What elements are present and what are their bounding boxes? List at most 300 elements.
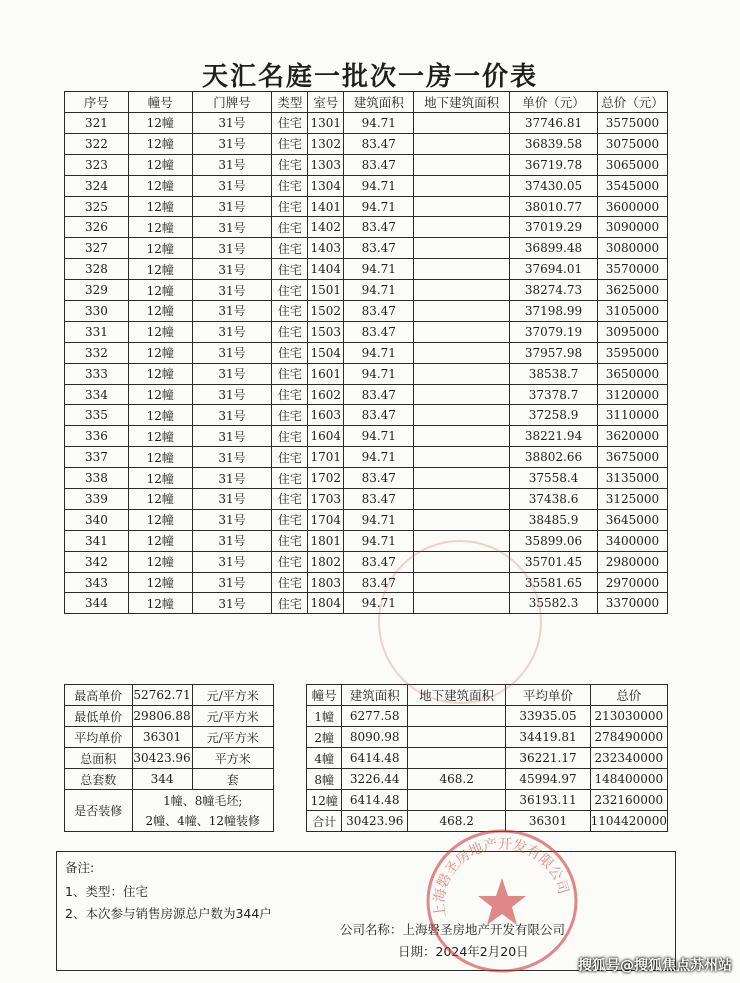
column-header: 类型 xyxy=(272,92,308,113)
table-cell xyxy=(407,727,505,748)
table-cell: 8090.98 xyxy=(342,727,407,748)
seal-text: 上海磐圣房地产开发有限公司 xyxy=(431,836,572,919)
seal-star-icon xyxy=(478,878,526,925)
issue-date: 日期：2024年2月20日 xyxy=(398,944,529,959)
table-cell: 37378.7 xyxy=(510,384,598,405)
table-cell: 住宅 xyxy=(272,572,308,593)
table-cell: 94.71 xyxy=(344,363,414,384)
summary-value: 30423.96 xyxy=(132,748,192,769)
table-cell: 1幢 xyxy=(307,706,342,727)
table-cell: 住宅 xyxy=(272,384,308,405)
table-cell: 468.2 xyxy=(407,769,505,790)
table-cell: 1804 xyxy=(308,593,344,614)
table-cell: 31号 xyxy=(192,530,272,551)
table-cell: 1801 xyxy=(308,530,344,551)
table-cell: 1302 xyxy=(308,133,344,154)
table-cell: 3645000 xyxy=(597,509,667,530)
table-cell: 36221.17 xyxy=(506,748,590,769)
column-header: 室号 xyxy=(308,92,344,113)
column-header: 建筑面积 xyxy=(344,92,414,113)
table-cell: 3545000 xyxy=(597,175,667,196)
table-cell: 94.71 xyxy=(344,196,414,217)
table-cell: 住宅 xyxy=(272,175,308,196)
table-row xyxy=(65,133,668,154)
table-cell: 339 xyxy=(65,489,129,510)
table-cell: 12幢 xyxy=(128,426,192,447)
table-cell: 326 xyxy=(65,217,129,238)
table-cell: 31号 xyxy=(192,405,272,426)
table-cell: 213030000 xyxy=(590,706,667,727)
table-cell: 12幢 xyxy=(128,363,192,384)
building-row xyxy=(307,748,668,769)
table-cell: 6414.48 xyxy=(342,748,407,769)
table-cell: 30423.96 xyxy=(342,811,407,832)
table-cell: 83.47 xyxy=(344,384,414,405)
table-cell: 31号 xyxy=(192,238,272,259)
table-cell: 334 xyxy=(65,384,129,405)
table-cell: 12幢 xyxy=(128,133,192,154)
summary-value: 344 xyxy=(132,769,192,790)
table-cell: 1404 xyxy=(308,259,344,280)
table-cell: 1704 xyxy=(308,509,344,530)
table-cell: 住宅 xyxy=(272,468,308,489)
column-header: 地下建筑面积 xyxy=(407,685,505,706)
table-cell xyxy=(407,748,505,769)
table-cell: 83.47 xyxy=(344,405,414,426)
table-cell: 3125000 xyxy=(597,489,667,510)
decoration-label: 是否装修 xyxy=(65,790,133,832)
watermark: 搜狐号@搜狐焦点苏州站 xyxy=(578,958,732,974)
table-cell: 1401 xyxy=(308,196,344,217)
table-cell: 325 xyxy=(65,196,129,217)
table-cell: 12幢 xyxy=(128,489,192,510)
table-cell: 278490000 xyxy=(590,727,667,748)
table-cell: 321 xyxy=(65,113,129,134)
table-cell: 94.71 xyxy=(344,447,414,468)
summary-label: 平均单价 xyxy=(65,727,133,748)
table-row xyxy=(65,301,668,322)
table-row xyxy=(65,175,668,196)
table-cell: 住宅 xyxy=(272,133,308,154)
table-cell: 12幢 xyxy=(128,301,192,322)
company-seal-faint xyxy=(378,540,542,704)
table-cell: 12幢 xyxy=(128,321,192,342)
table-cell: 1104420000 xyxy=(590,811,667,832)
table-cell: 2980000 xyxy=(597,551,667,572)
table-cell: 94.71 xyxy=(344,259,414,280)
table-cell: 12幢 xyxy=(128,384,192,405)
table-row xyxy=(65,530,668,551)
table-cell: 3226.44 xyxy=(342,769,407,790)
table-row xyxy=(65,593,668,614)
table-cell: 232160000 xyxy=(590,790,667,811)
table-cell xyxy=(414,301,510,322)
table-row xyxy=(65,280,668,301)
table-cell: 31号 xyxy=(192,259,272,280)
table-cell: 35701.45 xyxy=(510,551,598,572)
table-cell: 31号 xyxy=(192,175,272,196)
table-cell: 37019.29 xyxy=(510,217,598,238)
table-cell: 住宅 xyxy=(272,489,308,510)
column-header: 序号 xyxy=(65,92,129,113)
table-cell xyxy=(414,321,510,342)
table-cell: 12幢 xyxy=(128,196,192,217)
table-cell: 338 xyxy=(65,468,129,489)
table-cell: 38010.77 xyxy=(510,196,598,217)
building-row xyxy=(307,790,668,811)
table-cell: 12幢 xyxy=(128,530,192,551)
table-cell: 住宅 xyxy=(272,447,308,468)
table-cell: 3650000 xyxy=(597,363,667,384)
building-row xyxy=(307,706,668,727)
summary-row xyxy=(65,685,274,706)
table-cell: 1504 xyxy=(308,342,344,363)
table-cell: 1402 xyxy=(308,217,344,238)
table-cell: 327 xyxy=(65,238,129,259)
table-cell: 83.47 xyxy=(344,489,414,510)
table-cell: 12幢 xyxy=(128,175,192,196)
table-cell: 1601 xyxy=(308,363,344,384)
table-cell xyxy=(414,363,510,384)
table-cell: 31号 xyxy=(192,301,272,322)
summary-stats-table xyxy=(64,684,274,832)
summary-unit: 元/平方米 xyxy=(192,685,273,706)
table-cell: 94.71 xyxy=(344,342,414,363)
table-cell: 住宅 xyxy=(272,342,308,363)
table-cell: 住宅 xyxy=(272,551,308,572)
summary-row xyxy=(65,727,274,748)
table-cell: 1303 xyxy=(308,154,344,175)
table-cell: 94.71 xyxy=(344,530,414,551)
table-cell: 31号 xyxy=(192,217,272,238)
table-cell: 1304 xyxy=(308,175,344,196)
table-cell: 31号 xyxy=(192,384,272,405)
table-cell: 34419.81 xyxy=(506,727,590,748)
table-cell: 36301 xyxy=(506,811,590,832)
table-cell: 31号 xyxy=(192,593,272,614)
table-cell: 1301 xyxy=(308,113,344,134)
table-cell: 6414.48 xyxy=(342,790,407,811)
table-cell: 333 xyxy=(65,363,129,384)
column-header: 总价 xyxy=(590,685,667,706)
table-row xyxy=(65,196,668,217)
table-cell: 住宅 xyxy=(272,405,308,426)
table-cell: 12幢 xyxy=(128,593,192,614)
table-cell: 336 xyxy=(65,426,129,447)
table-cell: 12幢 xyxy=(128,217,192,238)
table-header-row xyxy=(65,92,668,113)
table-cell: 332 xyxy=(65,342,129,363)
table-cell: 住宅 xyxy=(272,593,308,614)
table-cell: 12幢 xyxy=(128,468,192,489)
table-row xyxy=(65,238,668,259)
table-cell: 12幢 xyxy=(128,509,192,530)
table-cell: 3570000 xyxy=(597,259,667,280)
table-cell: 6277.58 xyxy=(342,706,407,727)
table-cell: 住宅 xyxy=(272,363,308,384)
table-cell: 12幢 xyxy=(128,113,192,134)
building-row xyxy=(307,769,668,790)
table-cell: 3575000 xyxy=(597,113,667,134)
table-cell: 328 xyxy=(65,259,129,280)
table-cell: 3095000 xyxy=(597,321,667,342)
table-cell: 1604 xyxy=(308,426,344,447)
table-cell: 83.47 xyxy=(344,572,414,593)
table-cell: 94.71 xyxy=(344,280,414,301)
summary-value: 29806.88 xyxy=(132,706,192,727)
table-cell: 住宅 xyxy=(272,509,308,530)
table-cell: 住宅 xyxy=(272,321,308,342)
table-cell: 94.71 xyxy=(344,175,414,196)
table-cell: 3080000 xyxy=(597,238,667,259)
table-cell xyxy=(414,342,510,363)
table-cell: 31号 xyxy=(192,321,272,342)
table-cell: 35582.3 xyxy=(510,593,598,614)
table-cell: 12幢 xyxy=(307,790,342,811)
table-cell: 36839.58 xyxy=(510,133,598,154)
building-summary-table xyxy=(306,684,668,832)
table-cell: 148400000 xyxy=(590,769,667,790)
table-cell: 3620000 xyxy=(597,426,667,447)
table-cell: 31号 xyxy=(192,113,272,134)
table-cell: 31号 xyxy=(192,447,272,468)
table-cell xyxy=(414,196,510,217)
table-cell: 3600000 xyxy=(597,196,667,217)
table-cell xyxy=(414,489,510,510)
table-cell: 住宅 xyxy=(272,426,308,447)
table-cell: 12幢 xyxy=(128,572,192,593)
table-cell: 343 xyxy=(65,572,129,593)
table-row xyxy=(65,384,668,405)
table-cell: 3110000 xyxy=(597,405,667,426)
table-cell: 324 xyxy=(65,175,129,196)
table-cell: 83.47 xyxy=(344,301,414,322)
table-cell: 1603 xyxy=(308,405,344,426)
table-cell: 12幢 xyxy=(128,551,192,572)
table-cell: 1702 xyxy=(308,468,344,489)
table-cell: 38221.94 xyxy=(510,426,598,447)
table-row xyxy=(65,489,668,510)
decoration-row xyxy=(65,790,274,832)
table-row xyxy=(65,342,668,363)
table-cell: 1403 xyxy=(308,238,344,259)
table-cell: 33935.05 xyxy=(506,706,590,727)
table-row xyxy=(65,468,668,489)
table-cell: 1701 xyxy=(308,447,344,468)
column-header: 门牌号 xyxy=(192,92,272,113)
table-cell: 45994.97 xyxy=(506,769,590,790)
table-cell: 37430.05 xyxy=(510,175,598,196)
company-seal xyxy=(422,826,582,976)
table-cell: 31号 xyxy=(192,342,272,363)
table-row xyxy=(65,509,668,530)
table-cell: 1602 xyxy=(308,384,344,405)
table-cell: 3135000 xyxy=(597,468,667,489)
table-cell: 329 xyxy=(65,280,129,301)
table-cell: 31号 xyxy=(192,551,272,572)
table-cell: 1502 xyxy=(308,301,344,322)
table-cell xyxy=(414,468,510,489)
table-cell: 83.47 xyxy=(344,154,414,175)
table-row xyxy=(65,217,668,238)
table-cell: 83.47 xyxy=(344,551,414,572)
table-cell: 住宅 xyxy=(272,301,308,322)
table-row xyxy=(65,259,668,280)
summary-value: 52762.71 xyxy=(132,685,192,706)
table-cell xyxy=(414,259,510,280)
table-cell: 31号 xyxy=(192,426,272,447)
table-row xyxy=(65,405,668,426)
table-cell: 232340000 xyxy=(590,748,667,769)
table-cell: 94.71 xyxy=(344,113,414,134)
table-cell: 83.47 xyxy=(344,217,414,238)
table-cell xyxy=(414,509,510,530)
table-cell: 3400000 xyxy=(597,530,667,551)
price-table xyxy=(64,91,668,614)
table-cell: 330 xyxy=(65,301,129,322)
summary-row xyxy=(65,769,274,790)
table-cell xyxy=(414,405,510,426)
table-row xyxy=(65,572,668,593)
summary-label: 总面积 xyxy=(65,748,133,769)
building-row xyxy=(307,727,668,748)
table-cell: 1803 xyxy=(308,572,344,593)
table-cell xyxy=(407,706,505,727)
table-cell: 住宅 xyxy=(272,113,308,134)
table-cell: 1703 xyxy=(308,489,344,510)
table-cell: 住宅 xyxy=(272,259,308,280)
summary-unit: 平方米 xyxy=(192,748,273,769)
table-row xyxy=(65,363,668,384)
table-cell: 35899.06 xyxy=(510,530,598,551)
notes-heading: 备注: xyxy=(65,860,95,875)
table-row xyxy=(65,426,668,447)
table-cell: 3595000 xyxy=(597,342,667,363)
column-header: 总价（元） xyxy=(597,92,667,113)
table-cell: 37079.19 xyxy=(510,321,598,342)
decoration-line-2: 2幢、4幢、12幢装修 xyxy=(145,813,261,828)
note-line-2: 2、本次参与销售房源总户数为344户 xyxy=(65,906,272,921)
table-cell: 3370000 xyxy=(597,593,667,614)
table-cell: 341 xyxy=(65,530,129,551)
table-cell: 36193.11 xyxy=(506,790,590,811)
table-cell: 31号 xyxy=(192,363,272,384)
table-cell: 8幢 xyxy=(307,769,342,790)
summary-label: 最高单价 xyxy=(65,685,133,706)
table-cell: 2幢 xyxy=(307,727,342,748)
table-cell: 住宅 xyxy=(272,530,308,551)
table-cell: 12幢 xyxy=(128,238,192,259)
table-cell: 12幢 xyxy=(128,447,192,468)
table-cell: 3090000 xyxy=(597,217,667,238)
table-cell: 2970000 xyxy=(597,572,667,593)
table-cell: 1503 xyxy=(308,321,344,342)
table-cell: 1501 xyxy=(308,280,344,301)
table-cell: 342 xyxy=(65,551,129,572)
table-cell xyxy=(414,280,510,301)
summary-value: 36301 xyxy=(132,727,192,748)
column-header: 建筑面积 xyxy=(342,685,407,706)
summary-row xyxy=(65,748,274,769)
table-cell xyxy=(414,426,510,447)
table-cell: 38274.73 xyxy=(510,280,598,301)
table-cell: 38538.7 xyxy=(510,363,598,384)
table-cell: 12幢 xyxy=(128,154,192,175)
table-cell: 3105000 xyxy=(597,301,667,322)
table-cell: 337 xyxy=(65,447,129,468)
table-cell: 37694.01 xyxy=(510,259,598,280)
table-cell: 合计 xyxy=(307,811,342,832)
table-cell: 住宅 xyxy=(272,280,308,301)
table-row xyxy=(65,321,668,342)
summary-label: 最低单价 xyxy=(65,706,133,727)
table-cell: 3120000 xyxy=(597,384,667,405)
table-cell: 37438.6 xyxy=(510,489,598,510)
summary-label: 总套数 xyxy=(65,769,133,790)
table-cell: 31号 xyxy=(192,468,272,489)
table-cell: 31号 xyxy=(192,154,272,175)
table-cell: 3625000 xyxy=(597,280,667,301)
table-cell: 323 xyxy=(65,154,129,175)
table-cell: 4幢 xyxy=(307,748,342,769)
summary-row xyxy=(65,706,274,727)
table-cell: 31号 xyxy=(192,509,272,530)
table-cell: 3065000 xyxy=(597,154,667,175)
document-title: 天汇名庭一批次一房一价表 xyxy=(201,62,538,92)
table-cell: 3675000 xyxy=(597,447,667,468)
table-cell xyxy=(414,154,510,175)
table-cell xyxy=(407,790,505,811)
table-row xyxy=(65,113,668,134)
column-header: 单价（元） xyxy=(510,92,598,113)
table-cell: 住宅 xyxy=(272,154,308,175)
summary-unit: 元/平方米 xyxy=(192,706,273,727)
table-cell: 12幢 xyxy=(128,405,192,426)
table-cell: 38802.66 xyxy=(510,447,598,468)
table-cell xyxy=(414,238,510,259)
table-cell: 344 xyxy=(65,593,129,614)
table-cell: 83.47 xyxy=(344,468,414,489)
table-cell: 12幢 xyxy=(128,259,192,280)
table-cell: 38485.9 xyxy=(510,509,598,530)
table-cell: 31号 xyxy=(192,572,272,593)
summary-unit: 元/平方米 xyxy=(192,727,273,748)
table-cell: 35581.65 xyxy=(510,572,598,593)
table-cell: 12幢 xyxy=(128,280,192,301)
table-cell: 83.47 xyxy=(344,238,414,259)
table-cell: 31号 xyxy=(192,280,272,301)
column-header: 幢号 xyxy=(307,685,342,706)
table-row xyxy=(65,154,668,175)
table-cell xyxy=(414,384,510,405)
decoration-line-1: 1幢、8幢毛坯; xyxy=(163,793,243,808)
table-cell: 住宅 xyxy=(272,238,308,259)
table-cell: 31号 xyxy=(192,489,272,510)
table-cell: 1802 xyxy=(308,551,344,572)
notes-box xyxy=(56,851,676,971)
table-cell: 12幢 xyxy=(128,342,192,363)
column-header: 幢号 xyxy=(128,92,192,113)
table-cell: 31号 xyxy=(192,133,272,154)
table-cell: 340 xyxy=(65,509,129,530)
note-line-1: 1、类型：住宅 xyxy=(65,884,148,899)
decoration-value xyxy=(132,790,273,832)
company-name: 公司名称：上海磐圣房地产开发有限公司 xyxy=(340,922,566,937)
table-row xyxy=(65,447,668,468)
table-cell: 468.2 xyxy=(407,811,505,832)
table-cell: 322 xyxy=(65,133,129,154)
table-cell: 36719.78 xyxy=(510,154,598,175)
